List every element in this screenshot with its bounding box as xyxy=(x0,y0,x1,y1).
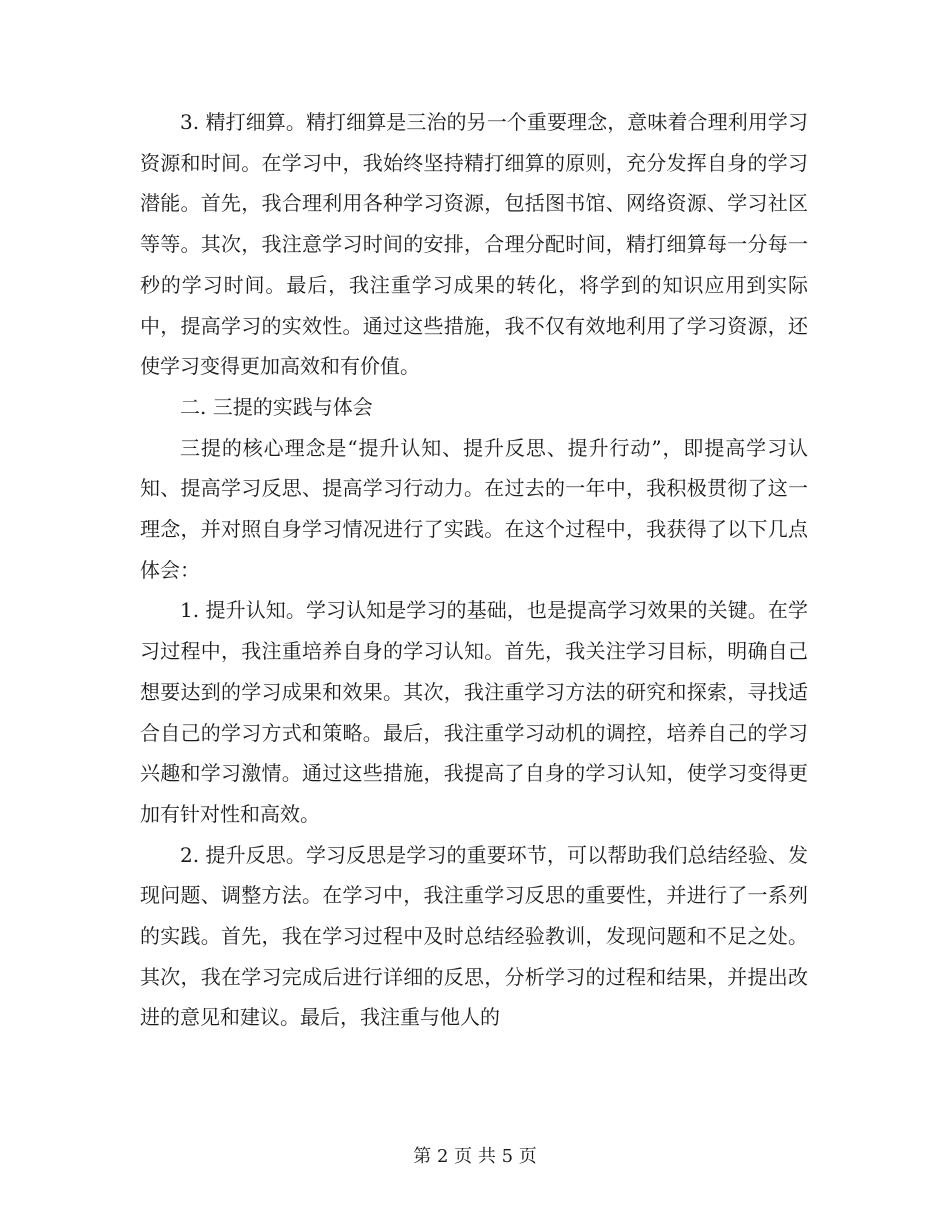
document-body xyxy=(140,102,808,1038)
paragraph-three-improvements-intro: 三提的核心理念是“提升认知、提升反思、提升行动”，即提高学习认知、提高学习反思、提高学习行动力。在过去的一年中，我积极贯彻了这一理念，并对照自身学习情况进行了实践。在这个过程中，我获得了以下几点体会： xyxy=(140,435,808,582)
section-heading-three-improvements: 二. 三提的实践与体会 xyxy=(180,394,373,419)
paragraph-item-1-cognition: 1. 提升认知。学习认知是学习的基础，也是提高学习效果的关键。在学习过程中，我注重培养自身的学习认知。首先，我关注学习目标，明确自己想要达到的学习成果和效果。其次，我注重学习方法的研究和探索，寻找适合自己的学习方式和策略。最后，我注重学习动机的调控，培养自己的学习兴趣和学习激情。通过这些措施，我提高了自身的学习认知，使学习变得更加有针对性和高效。 xyxy=(140,598,808,826)
paragraph-item-2-reflection: 2. 提升反思。学习反思是学习的重要环节，可以帮助我们总结经验、发现问题、调整方法。在学习中，我注重学习反思的重要性，并进行了一系列的实践。首先，我在学习过程中及时总结经验教训，发现问题和不足之处。其次，我在学习完成后进行详细的反思，分析学习的过程和结果，并提出改进的意见和建议。最后，我注重与他人的 xyxy=(140,842,808,1030)
paragraph-item-3-budgeting: 3. 精打细算。精打细算是三治的另一个重要理念，意味着合理利用学习资源和时间。在学习中，我始终坚持精打细算的原则，充分发挥自身的学习潜能。首先，我合理利用各种学习资源，包括图书馆、网络资源、学习社区等等。其次，我注意学习时间的安排，合理分配时间，精打细算每一分每一秒的学习时间。最后，我注重学习成果的转化，将学到的知识应用到实际中，提高学习的实效性。通过这些措施，我不仅有效地利用了学习资源，还使学习变得更加高效和有价值。 xyxy=(140,110,808,379)
page-number-footer: 第 2 页 共 5 页 xyxy=(413,1146,537,1167)
